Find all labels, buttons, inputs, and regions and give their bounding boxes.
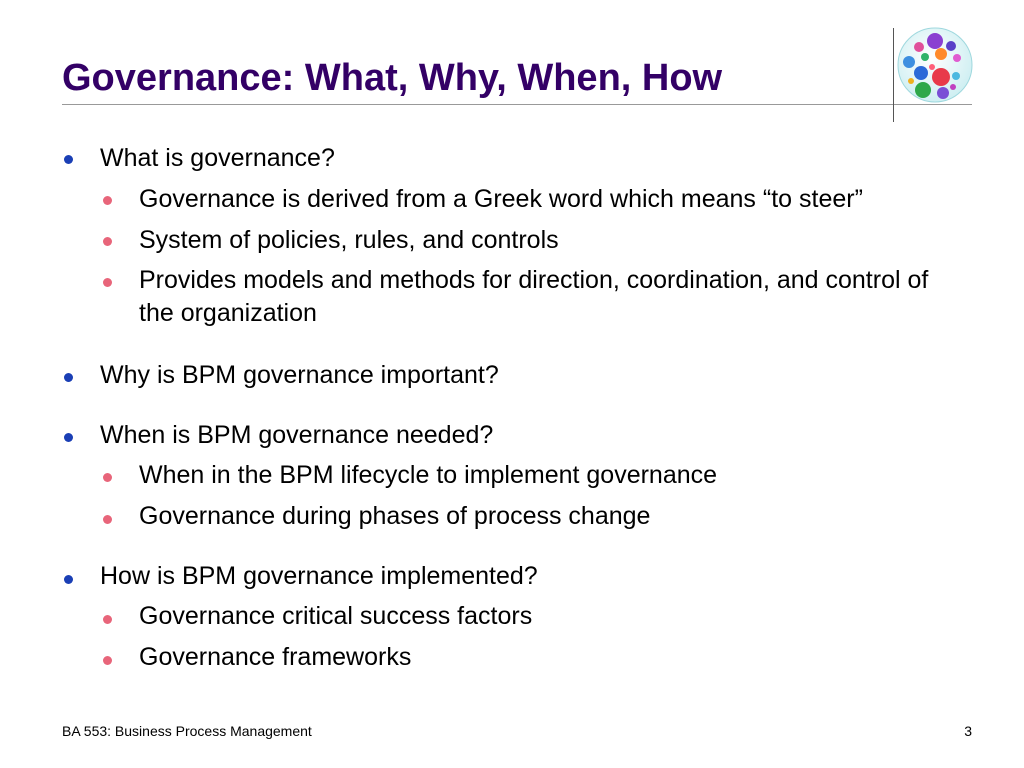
bullet-item: What is governance? [100, 144, 335, 172]
bullet-dot [64, 155, 73, 164]
sub-bullet-item: System of policies, rules, and controls [139, 226, 559, 254]
bullet-dot [64, 433, 73, 442]
sub-bullet-item: When in the BPM lifecycle to implement governance [139, 461, 718, 489]
sub-bullet-item: Governance critical success factors [139, 602, 533, 630]
footer-course: BA 553: Business Process Management [62, 723, 312, 739]
bullet-item: How is BPM governance implemented? [100, 562, 538, 590]
sub-bullet-dot [103, 515, 112, 524]
bullet-item: Why is BPM governance important? [100, 361, 499, 389]
sub-bullet-dot [103, 278, 112, 287]
sub-bullet-item: Governance frameworks [139, 643, 412, 671]
sub-bullet-dot [103, 237, 112, 246]
sub-bullet-dot [103, 615, 112, 624]
bullet-dot [64, 575, 73, 584]
slide-title: Governance: What, Why, When, How [62, 57, 723, 99]
sub-bullet-dot [103, 656, 112, 665]
bullet-item: When is BPM governance needed? [100, 421, 494, 449]
sub-bullet-item: Governance during phases of process change [139, 502, 651, 530]
bullet-dot [64, 373, 73, 382]
sub-bullet-item: Provides models and methods for direction, coordination, and control of the organization [139, 266, 929, 327]
footer-page-number: 3 [964, 723, 972, 739]
sub-bullet-dot [103, 196, 112, 205]
sub-bullet-item: Governance is derived from a Greek word which means “to steer” [139, 185, 863, 213]
sub-bullet-dot [103, 473, 112, 482]
